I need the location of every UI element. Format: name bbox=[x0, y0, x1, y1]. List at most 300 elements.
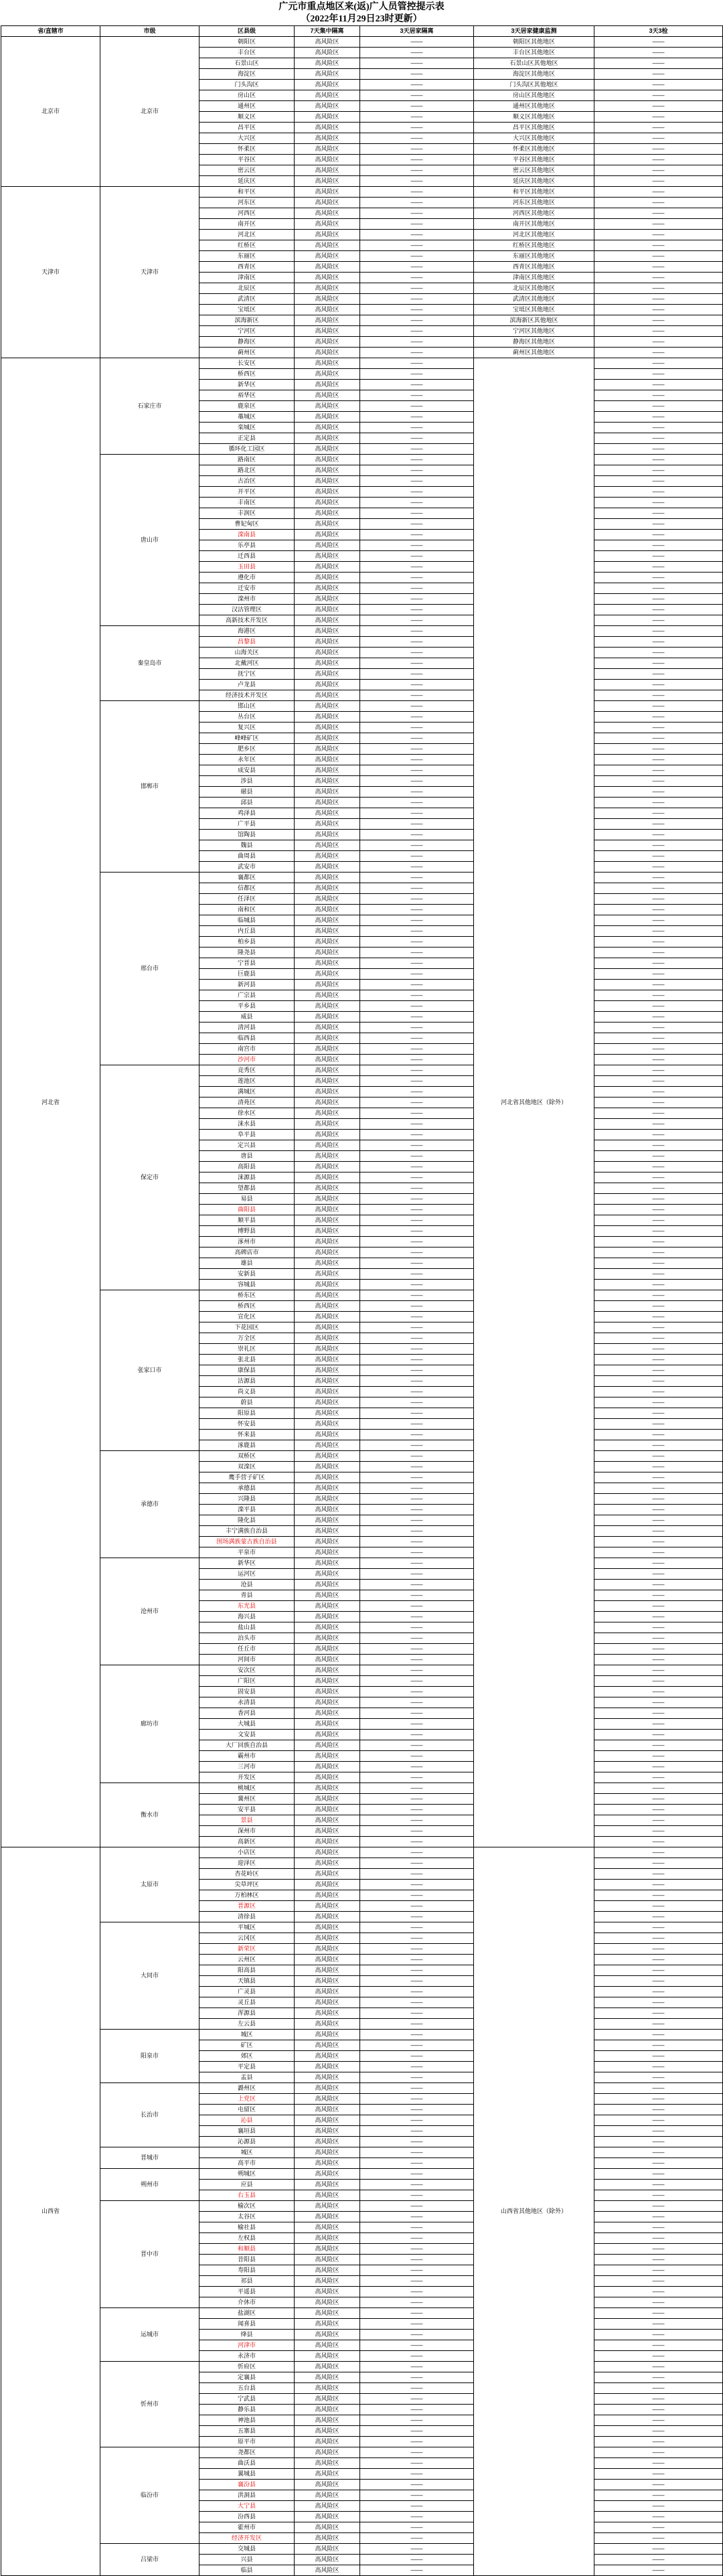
risk-level-cell: 高风险区 bbox=[295, 1612, 360, 1622]
three-test-cell: —— bbox=[594, 1440, 723, 1451]
risk-level-cell: 高风险区 bbox=[295, 1065, 360, 1076]
risk-level-cell: 高风险区 bbox=[295, 1665, 360, 1676]
district-cell: 桥西区 bbox=[199, 1301, 295, 1312]
home-isolation-cell: —— bbox=[360, 1751, 474, 1762]
three-test-cell: —— bbox=[594, 648, 723, 658]
risk-level-cell: 高风险区 bbox=[295, 2512, 360, 2522]
home-isolation-cell: —— bbox=[360, 1826, 474, 1837]
home-isolation-cell: —— bbox=[360, 530, 474, 540]
district-cell: 潞州区 bbox=[199, 2083, 295, 2094]
home-isolation-cell: —— bbox=[360, 1912, 474, 1922]
three-test-cell: —— bbox=[594, 2405, 723, 2415]
home-isolation-cell: —— bbox=[360, 1622, 474, 1633]
table-row bbox=[1, 187, 723, 198]
three-test-cell: —— bbox=[594, 530, 723, 540]
district-cell: 广宗县 bbox=[199, 990, 295, 1001]
district-cell: 和平区 bbox=[199, 187, 295, 198]
three-test-cell: —— bbox=[594, 240, 723, 251]
home-isolation-cell: —— bbox=[360, 733, 474, 744]
home-isolation-cell: —— bbox=[360, 2083, 474, 2094]
three-test-cell: —— bbox=[594, 1590, 723, 1601]
home-monitoring-cell: 蓟州区其他地区 bbox=[474, 348, 594, 358]
home-monitoring-cell: 南开区其他地区 bbox=[474, 219, 594, 230]
home-isolation-cell: —— bbox=[360, 1001, 474, 1012]
three-test-cell: —— bbox=[594, 583, 723, 594]
risk-level-cell: 高风险区 bbox=[295, 1987, 360, 1997]
home-isolation-cell: —— bbox=[360, 1847, 474, 1858]
city-cell: 衡水市 bbox=[100, 1783, 199, 1847]
home-isolation-cell: —— bbox=[360, 2480, 474, 2490]
district-cell: 通州区 bbox=[199, 101, 295, 112]
three-test-cell: —— bbox=[594, 733, 723, 744]
home-isolation-cell: —— bbox=[360, 690, 474, 701]
city-cell: 唐山市 bbox=[100, 455, 199, 626]
district-cell: 巨鹿县 bbox=[199, 969, 295, 980]
home-isolation-cell: —— bbox=[360, 1151, 474, 1162]
home-isolation-cell: —— bbox=[360, 1087, 474, 1097]
home-isolation-cell: —— bbox=[360, 808, 474, 819]
home-isolation-cell: —— bbox=[360, 1451, 474, 1462]
district-cell: 房山区 bbox=[199, 90, 295, 101]
three-test-cell: —— bbox=[594, 423, 723, 433]
district-cell: 卢龙县 bbox=[199, 680, 295, 690]
home-isolation-cell: —— bbox=[360, 1376, 474, 1387]
district-cell: 经济开发区 bbox=[199, 2533, 295, 2544]
three-test-cell: —— bbox=[594, 326, 723, 337]
home-isolation-cell: —— bbox=[360, 562, 474, 573]
three-test-cell: —— bbox=[594, 305, 723, 315]
risk-level-cell: 高风险区 bbox=[295, 1526, 360, 1537]
three-test-cell: —— bbox=[594, 2051, 723, 2062]
risk-level-cell: 高风险区 bbox=[295, 348, 360, 358]
three-test-cell: —— bbox=[594, 144, 723, 155]
risk-level-cell: 高风险区 bbox=[295, 1622, 360, 1633]
table-row bbox=[1, 2362, 723, 2372]
three-test-cell: —— bbox=[594, 2437, 723, 2447]
home-monitoring-cell: 门头沟区其他地区 bbox=[474, 80, 594, 90]
home-isolation-cell: —— bbox=[360, 337, 474, 348]
three-test-cell: —— bbox=[594, 123, 723, 133]
district-cell: 闻喜县 bbox=[199, 2319, 295, 2330]
risk-level-cell: 高风险区 bbox=[295, 2319, 360, 2330]
risk-level-cell: 高风险区 bbox=[295, 2115, 360, 2126]
three-test-cell: —— bbox=[594, 2072, 723, 2083]
risk-level-cell: 高风险区 bbox=[295, 883, 360, 894]
risk-level-cell: 高风险区 bbox=[295, 540, 360, 551]
home-isolation-cell: —— bbox=[360, 980, 474, 990]
risk-level-cell: 高风险区 bbox=[295, 2501, 360, 2512]
three-test-cell: —— bbox=[594, 1033, 723, 1044]
three-test-cell: —— bbox=[594, 90, 723, 101]
home-isolation-cell: —— bbox=[360, 1547, 474, 1558]
district-cell: 信都区 bbox=[199, 883, 295, 894]
home-isolation-cell: —— bbox=[360, 2147, 474, 2158]
risk-level-cell: 高风险区 bbox=[295, 1472, 360, 1483]
home-isolation-cell: —— bbox=[360, 444, 474, 455]
risk-level-cell: 高风险区 bbox=[295, 669, 360, 680]
home-isolation-cell: —— bbox=[360, 187, 474, 198]
home-isolation-cell: —— bbox=[360, 1708, 474, 1719]
three-test-cell: —— bbox=[594, 1258, 723, 1269]
district-cell: 易县 bbox=[199, 1194, 295, 1205]
three-test-cell: —— bbox=[594, 1547, 723, 1558]
district-cell: 郊区 bbox=[199, 2051, 295, 2062]
city-cell: 长治市 bbox=[100, 2083, 199, 2147]
district-cell: 双桥区 bbox=[199, 1451, 295, 1462]
city-cell: 太原市 bbox=[100, 1847, 199, 1922]
home-isolation-cell: —— bbox=[360, 1280, 474, 1290]
three-test-cell: —— bbox=[594, 2297, 723, 2308]
risk-level-cell: 高风险区 bbox=[295, 294, 360, 305]
three-test-cell: —— bbox=[594, 1526, 723, 1537]
risk-level-cell: 高风险区 bbox=[295, 2094, 360, 2105]
risk-level-cell: 高风险区 bbox=[295, 1708, 360, 1719]
three-test-cell: —— bbox=[594, 1344, 723, 1355]
home-isolation-cell: —— bbox=[360, 862, 474, 873]
district-cell: 朔城区 bbox=[199, 2169, 295, 2180]
home-isolation-cell: —— bbox=[360, 2072, 474, 2083]
home-isolation-cell: —— bbox=[360, 390, 474, 401]
risk-level-cell: 高风险区 bbox=[295, 2437, 360, 2447]
three-test-cell: —— bbox=[594, 626, 723, 637]
risk-level-cell: 高风险区 bbox=[295, 1633, 360, 1644]
three-test-cell: —— bbox=[594, 669, 723, 680]
three-test-cell: —— bbox=[594, 273, 723, 283]
risk-level-cell: 高风险区 bbox=[295, 433, 360, 444]
three-test-cell: —— bbox=[594, 2533, 723, 2544]
home-isolation-cell: —— bbox=[360, 1933, 474, 1944]
page-title bbox=[0, 0, 723, 25]
three-test-cell: —— bbox=[594, 2351, 723, 2362]
three-test-cell: —— bbox=[594, 2287, 723, 2297]
home-isolation-cell: —— bbox=[360, 1440, 474, 1451]
risk-level-cell: 高风险区 bbox=[295, 840, 360, 851]
risk-level-cell: 高风险区 bbox=[295, 2244, 360, 2255]
risk-level-cell: 高风险区 bbox=[295, 2297, 360, 2308]
district-cell: 顺平县 bbox=[199, 1215, 295, 1226]
risk-level-cell: 高风险区 bbox=[295, 1815, 360, 1826]
home-isolation-cell: —— bbox=[360, 1537, 474, 1547]
district-cell: 万全区 bbox=[199, 1333, 295, 1344]
risk-level-cell: 高风险区 bbox=[295, 2458, 360, 2469]
district-cell: 红桥区 bbox=[199, 240, 295, 251]
risk-level-cell: 高风险区 bbox=[295, 123, 360, 133]
three-test-cell: —— bbox=[594, 1751, 723, 1762]
district-cell: 新荣区 bbox=[199, 1944, 295, 1955]
risk-level-cell: 高风险区 bbox=[295, 37, 360, 48]
risk-level-cell: 高风险区 bbox=[295, 1505, 360, 1515]
district-cell: 栾城区 bbox=[199, 423, 295, 433]
risk-level-cell: 高风险区 bbox=[295, 530, 360, 540]
three-test-cell: —— bbox=[594, 187, 723, 198]
district-cell: 河北区 bbox=[199, 230, 295, 240]
home-isolation-cell: —— bbox=[360, 723, 474, 733]
home-isolation-cell: —— bbox=[360, 1505, 474, 1515]
risk-level-cell: 高风险区 bbox=[295, 1869, 360, 1880]
risk-level-cell: 高风险区 bbox=[295, 2030, 360, 2040]
district-cell: 静乐县 bbox=[199, 2405, 295, 2415]
home-isolation-cell: —— bbox=[360, 1494, 474, 1505]
home-isolation-cell: —— bbox=[360, 133, 474, 144]
home-isolation-cell: —— bbox=[360, 251, 474, 262]
three-test-cell: —— bbox=[594, 958, 723, 969]
district-cell: 河东区 bbox=[199, 198, 295, 208]
risk-level-cell: 高风险区 bbox=[295, 1922, 360, 1933]
home-isolation-cell: —— bbox=[360, 798, 474, 808]
district-cell: 万柏林区 bbox=[199, 1890, 295, 1901]
risk-level-cell: 高风险区 bbox=[295, 937, 360, 948]
header-3day-home-isolation: 3天居家隔离 bbox=[360, 26, 474, 37]
three-test-cell: —— bbox=[594, 776, 723, 787]
district-cell: 路南区 bbox=[199, 455, 295, 465]
risk-level-cell: 高风险区 bbox=[295, 2255, 360, 2265]
home-isolation-cell: —— bbox=[360, 2212, 474, 2222]
district-cell: 乐亭县 bbox=[199, 540, 295, 551]
district-cell: 沧县 bbox=[199, 1580, 295, 1590]
home-isolation-cell: —— bbox=[360, 948, 474, 958]
risk-level-cell: 高风险区 bbox=[295, 1183, 360, 1194]
district-cell: 高新区 bbox=[199, 1837, 295, 1847]
risk-level-cell: 高风险区 bbox=[295, 1751, 360, 1762]
district-cell: 左云县 bbox=[199, 2019, 295, 2030]
district-cell: 海港区 bbox=[199, 626, 295, 637]
risk-level-cell: 高风险区 bbox=[295, 2447, 360, 2458]
district-cell: 丰宁满族自治县 bbox=[199, 1526, 295, 1537]
district-cell: 竞秀区 bbox=[199, 1065, 295, 1076]
home-isolation-cell: —— bbox=[360, 465, 474, 476]
district-cell: 海淀区 bbox=[199, 69, 295, 80]
three-test-cell: —— bbox=[594, 80, 723, 90]
home-isolation-cell: —— bbox=[360, 626, 474, 637]
risk-level-cell: 高风险区 bbox=[295, 251, 360, 262]
risk-level-cell: 高风险区 bbox=[295, 2394, 360, 2405]
risk-level-cell: 高风险区 bbox=[295, 1462, 360, 1472]
risk-level-cell: 高风险区 bbox=[295, 2201, 360, 2212]
district-cell: 容城县 bbox=[199, 1280, 295, 1290]
district-cell: 高平市 bbox=[199, 2158, 295, 2169]
home-isolation-cell: —— bbox=[360, 2555, 474, 2565]
home-isolation-cell: —— bbox=[360, 1215, 474, 1226]
home-isolation-cell: —— bbox=[360, 1558, 474, 1569]
three-test-cell: —— bbox=[594, 1569, 723, 1580]
district-cell: 蓟州区 bbox=[199, 348, 295, 358]
three-test-cell: —— bbox=[594, 1997, 723, 2008]
city-cell: 晋中市 bbox=[100, 2201, 199, 2308]
three-test-cell: —— bbox=[594, 1955, 723, 1965]
three-test-cell: —— bbox=[594, 2115, 723, 2126]
three-test-cell: —— bbox=[594, 1237, 723, 1247]
three-test-cell: —— bbox=[594, 2212, 723, 2222]
three-test-cell: —— bbox=[594, 2555, 723, 2565]
home-isolation-cell: —— bbox=[360, 412, 474, 423]
district-cell: 津南区 bbox=[199, 273, 295, 283]
district-cell: 广平县 bbox=[199, 819, 295, 830]
home-isolation-cell: —— bbox=[360, 455, 474, 465]
district-cell: 曲阳县 bbox=[199, 1205, 295, 1215]
city-cell: 阳泉市 bbox=[100, 2030, 199, 2083]
district-cell: 延庆区 bbox=[199, 176, 295, 187]
three-test-cell: —— bbox=[594, 1537, 723, 1547]
three-test-cell: —— bbox=[594, 723, 723, 733]
district-cell: 矿区 bbox=[199, 2040, 295, 2051]
district-cell: 丛台区 bbox=[199, 712, 295, 723]
three-test-cell: —— bbox=[594, 251, 723, 262]
home-isolation-cell: —— bbox=[360, 1269, 474, 1280]
three-test-cell: —— bbox=[594, 894, 723, 905]
home-isolation-cell: —— bbox=[360, 1633, 474, 1644]
risk-level-cell: 高风险区 bbox=[295, 2158, 360, 2169]
three-test-cell: —— bbox=[594, 2008, 723, 2019]
risk-level-cell: 高风险区 bbox=[295, 1033, 360, 1044]
home-monitoring-cell: 河北区其他地区 bbox=[474, 230, 594, 240]
district-cell: 鹰手营子矿区 bbox=[199, 1472, 295, 1483]
home-isolation-cell: —— bbox=[360, 1580, 474, 1590]
district-cell: 城区 bbox=[199, 2030, 295, 2040]
home-isolation-cell: —— bbox=[360, 1569, 474, 1580]
risk-level-cell: 高风险区 bbox=[295, 1076, 360, 1087]
district-cell: 阜平县 bbox=[199, 1130, 295, 1140]
three-test-cell: —— bbox=[594, 2340, 723, 2351]
three-test-cell: —— bbox=[594, 1965, 723, 1976]
table-row bbox=[1, 1065, 723, 1076]
home-isolation-cell: —— bbox=[360, 2340, 474, 2351]
three-test-cell: —— bbox=[594, 2201, 723, 2212]
title-line-1: 广元市重点地区来(返)广人员管控提示表 bbox=[278, 2, 445, 12]
three-test-cell: —— bbox=[594, 208, 723, 219]
home-isolation-cell: —— bbox=[360, 926, 474, 937]
three-test-cell: —— bbox=[594, 2458, 723, 2469]
home-isolation-cell: —— bbox=[360, 648, 474, 658]
three-test-cell: —— bbox=[594, 390, 723, 401]
three-test-cell: —— bbox=[594, 808, 723, 819]
risk-level-cell: 高风险区 bbox=[295, 819, 360, 830]
district-cell: 康保县 bbox=[199, 1365, 295, 1376]
district-cell: 桃城区 bbox=[199, 1783, 295, 1794]
three-test-cell: —— bbox=[594, 380, 723, 390]
three-test-cell: —— bbox=[594, 1783, 723, 1794]
risk-level-cell: 高风险区 bbox=[295, 2265, 360, 2276]
district-cell: 循环化工园区 bbox=[199, 444, 295, 455]
home-isolation-cell: —— bbox=[360, 1676, 474, 1687]
home-isolation-cell: —— bbox=[360, 2447, 474, 2458]
home-isolation-cell: —— bbox=[360, 1740, 474, 1751]
three-test-cell: —— bbox=[594, 294, 723, 305]
district-cell: 路北区 bbox=[199, 465, 295, 476]
district-cell: 沙河市 bbox=[199, 1055, 295, 1065]
district-cell: 东丽区 bbox=[199, 251, 295, 262]
home-monitoring-cell: 顺义区其他地区 bbox=[474, 112, 594, 123]
home-isolation-cell: —— bbox=[360, 1183, 474, 1194]
home-isolation-cell: —— bbox=[360, 1880, 474, 1890]
district-cell: 宁晋县 bbox=[199, 958, 295, 969]
three-test-cell: —— bbox=[594, 2383, 723, 2394]
home-isolation-cell: —— bbox=[360, 776, 474, 787]
table-row bbox=[1, 2308, 723, 2319]
risk-level-cell: 高风险区 bbox=[295, 2233, 360, 2244]
district-cell: 围场满族蒙古族自治县 bbox=[199, 1537, 295, 1547]
three-test-cell: —— bbox=[594, 637, 723, 648]
home-isolation-cell: —— bbox=[360, 487, 474, 498]
home-isolation-cell: —— bbox=[360, 1944, 474, 1955]
risk-level-cell: 高风险区 bbox=[295, 58, 360, 69]
risk-level-cell: 高风险区 bbox=[295, 851, 360, 862]
home-monitoring-cell: 津南区其他地区 bbox=[474, 273, 594, 283]
home-isolation-cell: —— bbox=[360, 273, 474, 283]
three-test-cell: —— bbox=[594, 873, 723, 883]
district-cell: 朝阳区 bbox=[199, 37, 295, 48]
city-cell: 保定市 bbox=[100, 1065, 199, 1290]
risk-level-cell: 高风险区 bbox=[295, 358, 360, 369]
district-cell: 魏县 bbox=[199, 840, 295, 851]
home-monitoring-cell: 河西区其他地区 bbox=[474, 208, 594, 219]
risk-level-cell: 高风险区 bbox=[295, 915, 360, 926]
risk-level-cell: 高风险区 bbox=[295, 80, 360, 90]
home-isolation-cell: —— bbox=[360, 69, 474, 80]
home-isolation-cell: —— bbox=[360, 1140, 474, 1151]
home-isolation-cell: —— bbox=[360, 1226, 474, 1237]
home-isolation-cell: —— bbox=[360, 1462, 474, 1472]
home-isolation-cell: —— bbox=[360, 519, 474, 530]
district-cell: 南宫市 bbox=[199, 1044, 295, 1055]
risk-level-cell: 高风险区 bbox=[295, 1312, 360, 1322]
district-cell: 寿阳县 bbox=[199, 2265, 295, 2276]
district-cell: 永清县 bbox=[199, 1697, 295, 1708]
risk-level-cell: 高风险区 bbox=[295, 305, 360, 315]
risk-level-cell: 高风险区 bbox=[295, 1237, 360, 1247]
home-isolation-cell: —— bbox=[360, 1601, 474, 1612]
three-test-cell: —— bbox=[594, 1944, 723, 1955]
district-cell: 山海关区 bbox=[199, 648, 295, 658]
risk-level-cell: 高风险区 bbox=[295, 1055, 360, 1065]
three-test-cell: —— bbox=[594, 915, 723, 926]
risk-level-cell: 高风险区 bbox=[295, 262, 360, 273]
district-cell: 唐县 bbox=[199, 1151, 295, 1162]
three-test-cell: —— bbox=[594, 2094, 723, 2105]
district-cell: 五台县 bbox=[199, 2383, 295, 2394]
table-row bbox=[1, 1451, 723, 1462]
home-isolation-cell: —— bbox=[360, 1976, 474, 1987]
three-test-cell: —— bbox=[594, 1676, 723, 1687]
three-test-cell: —— bbox=[594, 519, 723, 530]
home-isolation-cell: —— bbox=[360, 58, 474, 69]
district-cell: 任丘市 bbox=[199, 1644, 295, 1655]
home-isolation-cell: —— bbox=[360, 80, 474, 90]
three-test-cell: —— bbox=[594, 1376, 723, 1387]
three-test-cell: —— bbox=[594, 1633, 723, 1644]
district-cell: 隆化县 bbox=[199, 1515, 295, 1526]
table-row bbox=[1, 701, 723, 712]
district-cell: 怀柔区 bbox=[199, 144, 295, 155]
three-test-cell: —— bbox=[594, 1933, 723, 1944]
three-test-cell: —— bbox=[594, 1215, 723, 1226]
home-isolation-cell: —— bbox=[360, 1290, 474, 1301]
three-test-cell: —— bbox=[594, 358, 723, 369]
district-cell: 左权县 bbox=[199, 2233, 295, 2244]
home-isolation-cell: —— bbox=[360, 594, 474, 605]
district-cell: 开平区 bbox=[199, 487, 295, 498]
risk-level-cell: 高风险区 bbox=[295, 1194, 360, 1205]
risk-level-cell: 高风险区 bbox=[295, 423, 360, 433]
risk-level-cell: 高风险区 bbox=[295, 594, 360, 605]
district-cell: 汾西县 bbox=[199, 2512, 295, 2522]
risk-level-cell: 高风险区 bbox=[295, 658, 360, 669]
three-test-cell: —— bbox=[594, 1515, 723, 1526]
home-isolation-cell: —— bbox=[360, 1065, 474, 1076]
home-monitoring-cell: 房山区其他地区 bbox=[474, 90, 594, 101]
district-cell: 灵丘县 bbox=[199, 1997, 295, 2008]
risk-level-cell: 高风险区 bbox=[295, 187, 360, 198]
province-cell: 北京市 bbox=[1, 37, 100, 187]
